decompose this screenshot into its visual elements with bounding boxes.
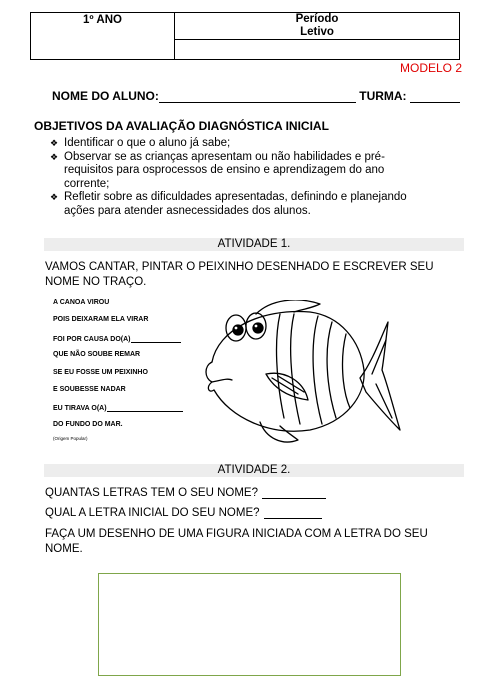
drawing-box[interactable] [98,573,401,676]
question-text: QUANTAS LETRAS TEM O SEU NOME? [45,487,259,499]
activity2-instruction-line: FAÇA UM DESENHO DE UMA FIGURA INICIADA COM A LETRA DO SEU [45,528,428,540]
diamond-bullet-icon: ❖ [50,138,59,148]
objective-line: Observar se as crianças apresentam ou não habilidades e pré- [64,150,385,163]
song-line: EU TIRAVA O(A) [53,405,107,413]
activity2-instruction [45,527,428,557]
activity1-instruction-line: VAMOS CANTAR, PINTAR O PEIXINHO DESENHADO E ESCREVER SEU [45,261,434,273]
student-info-line [52,89,460,103]
objectives-list [48,137,408,218]
objective-line: corrente; [64,177,110,190]
question-initial-letter [45,507,322,519]
answer-field[interactable] [264,507,322,519]
song-blank-field[interactable] [107,403,183,412]
question-text: QUAL A LETRA INICIAL DO SEU NOME? [45,507,260,519]
model-label: MODELO 2 [399,61,462,75]
activity1-instruction [45,260,434,290]
activity1-title: ATIVIDADE 1. [44,238,464,251]
student-name-field[interactable] [159,90,356,103]
answer-field[interactable] [262,487,326,499]
song-blank-field[interactable] [131,334,181,343]
song-line: A CANOA VIROU [53,299,110,306]
objective-line: requisitos para osprocessos de ensino e aprendizagem do ano [64,164,385,176]
song-lyrics [53,299,183,441]
song-line-with-blank [53,334,183,351]
song-line: SE EU FOSSE UM PEIXINHO [53,368,148,376]
student-name-label: NOME DO ALUNO: [52,89,159,103]
activity2-instruction-line: NOME. [45,543,83,555]
song-line: DO FUNDO DO MAR. [53,420,123,428]
class-field[interactable] [410,90,460,103]
song-line: QUE NÃO SOUBE REMAR [53,351,141,359]
objectives-title: OBJETIVOS DA AVALIAÇÃO DIAGNÓSTICA INICIAL [34,119,329,133]
grade-label: 1º ANO [83,14,122,26]
header-table [30,12,460,60]
song-credit: (Origem Popular) [53,436,88,442]
activity1-instruction-line: NOME NO TRAÇO. [45,276,147,288]
objective-item [48,191,408,218]
fish-drawing-icon [200,300,410,448]
song-line: E SOUBESSE NADAR [53,385,126,393]
objective-line: ações para atender asnecessidades dos alunos. [64,204,311,217]
question-letters-count [45,487,326,499]
activity2-title: ATIVIDADE 2. [44,464,464,477]
header-divider [174,39,459,40]
period-label [175,13,459,39]
objective-item [48,151,408,192]
period-line1: Período [295,13,339,25]
song-line: FOI POR CAUSA DO(A) [53,335,131,343]
objective-item [48,137,408,151]
song-line: POIS DEIXARAM ELA VIRAR [53,316,149,324]
objective-line: Identificar o que o aluno já sabe; [64,137,231,149]
diamond-bullet-icon: ❖ [50,192,59,202]
period-line2: Letivo [300,26,334,38]
objective-line: Refletir sobre as dificuldades apresentadas, definindo e planejando [64,191,407,203]
class-label: TURMA: [359,89,407,103]
diamond-bullet-icon: ❖ [50,151,59,162]
song-line-with-blank [53,403,183,420]
